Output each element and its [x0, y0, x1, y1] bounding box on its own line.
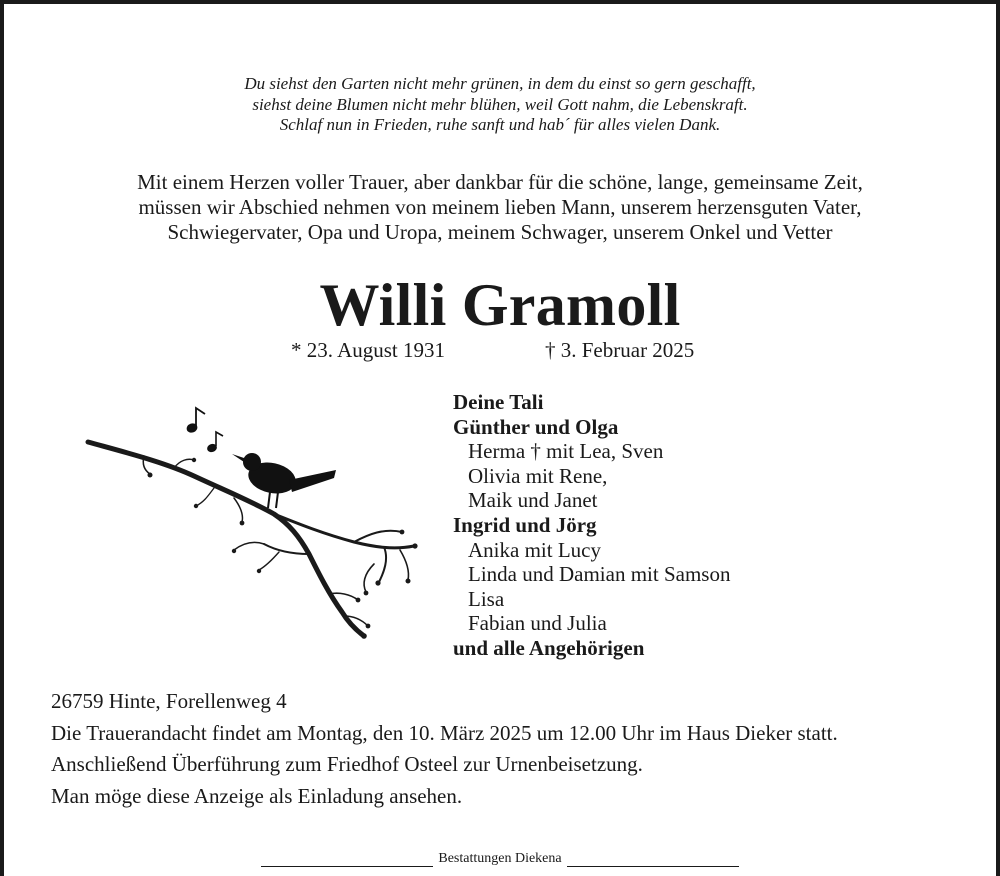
undertaker-credit [0, 850, 1000, 868]
poem-line: siehst deine Blumen nicht mehr blühen, weil Gott nahm, die Lebenskraft. [252, 94, 748, 114]
poem-line: Schlaf nun in Frieden, ruhe sanft und hab´ für alles vielen Dank. [279, 115, 721, 134]
mourner-entry: Lisa [468, 586, 505, 611]
undertaker-name: Bestattungen Diekena [438, 851, 562, 866]
mourner-group: Günther und Olga [453, 414, 619, 439]
service-info [51, 686, 838, 812]
service-line: Die Trauerandacht findet am Montag, den 10. März 2025 um 12.00 Uhr im Haus Dieker statt. [51, 720, 838, 745]
mourner-entry: Fabian und Julia [468, 611, 607, 636]
mourner-entry: Herma † mit Lea, Sven [468, 439, 664, 464]
mourner-entry: Linda und Damian mit Samson [468, 562, 731, 587]
mourner-entry: Maik und Janet [468, 488, 598, 513]
birth-date: * 23. August 1931 [291, 338, 446, 362]
mourner-group: Ingrid und Jörg [453, 512, 597, 537]
intro-line: Mit einem Herzen voller Trauer, aber dankbar für die schöne, lange, gemeinsame Zeit, [137, 170, 863, 194]
deceased-name: Willi Gramoll [319, 272, 681, 338]
mourner-entry: Anika mit Lucy [468, 537, 601, 562]
poem [0, 74, 1000, 136]
mourner-group: und alle Angehörigen [453, 635, 645, 660]
mourners-list [453, 390, 730, 661]
death-date: † 3. Februar 2025 [545, 338, 695, 362]
divider [567, 866, 739, 867]
mourner-entry: Olivia mit Rene, [468, 463, 608, 488]
bird-on-branch-icon [84, 404, 424, 644]
service-line: Man möge diese Anzeige als Einladung ansehen. [51, 783, 463, 808]
intro-line: Schwiegervater, Opa und Uropa, meinem Schwager, unserem Onkel und Vetter [167, 220, 833, 244]
divider [261, 866, 433, 867]
mourner-group: Deine Tali [453, 390, 544, 414]
intro-text [0, 170, 1000, 245]
service-line: Anschließend Überführung zum Friedhof Osteel zur Urnenbeisetzung. [51, 752, 643, 776]
address: 26759 Hinte, Forellenweg 4 [51, 689, 287, 713]
intro-line: müssen wir Abschied nehmen von meinem lieben Mann, unserem herzensguten Vater, [138, 195, 862, 219]
poem-line: Du siehst den Garten nicht mehr grünen, in dem du einst so gern geschafft, [244, 74, 756, 93]
